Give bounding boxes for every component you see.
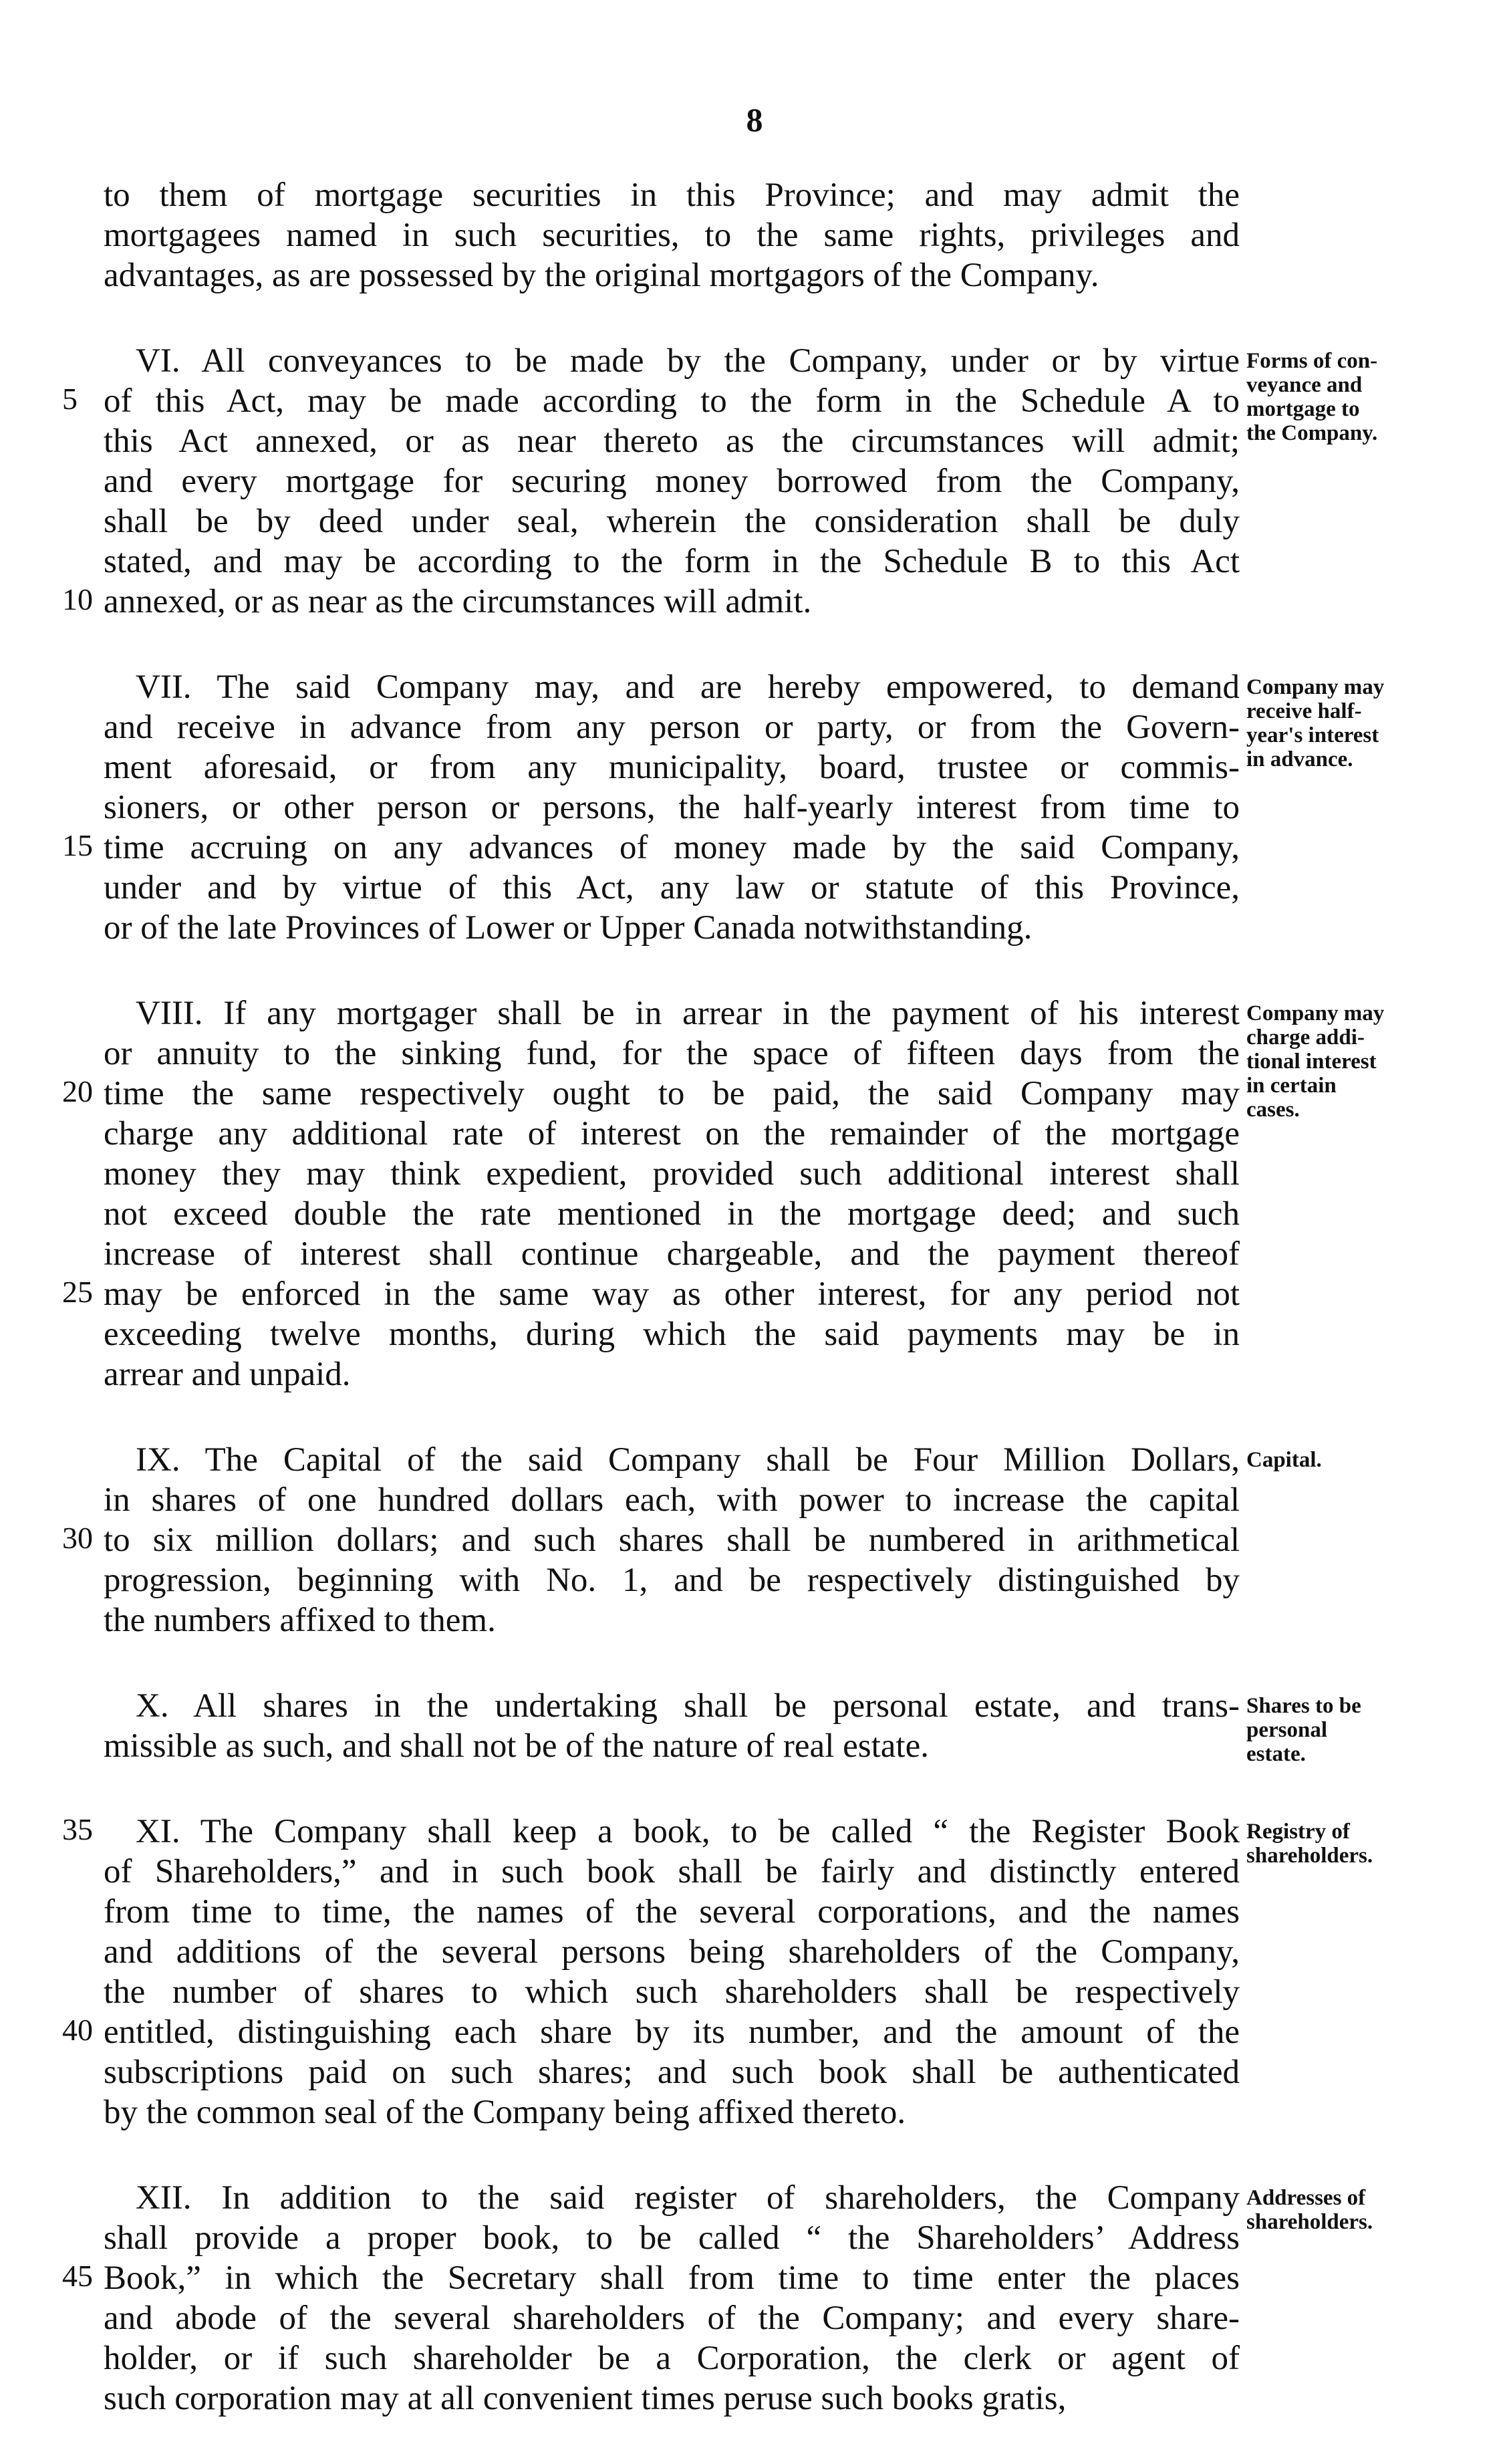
text-line: progression, beginning with No. 1, and be respectively distinguished by [104, 1562, 1240, 1599]
text-line: to them of mortgage securities in this Province; and may admit the [104, 176, 1240, 214]
marginal-note-line: Company may [1246, 1001, 1385, 1025]
text-line: shall be by deed under seal, wherein the consideration shall be duly [104, 503, 1240, 540]
marginal-note-line: tional interest [1246, 1050, 1377, 1074]
text-line-row [104, 461, 1240, 501]
paragraph [62, 993, 1240, 1394]
text-line-row [104, 908, 1240, 948]
line-number: 40 [62, 2013, 93, 2047]
line-number: 45 [62, 2259, 93, 2293]
text-line: the numbers affixed to them. [104, 1602, 496, 1639]
marginal-note-line: receive half- [1246, 699, 1362, 723]
line-number: 20 [62, 1074, 93, 1108]
text-line: entitled, distinguishing each share by its number, and the amount of the [104, 2013, 1240, 2051]
paragraph [62, 1812, 1240, 2132]
text-line-row [62, 1274, 1240, 1314]
marginal-note-line: veyance and [1246, 373, 1363, 397]
text-line: ment aforesaid, or from any municipality, board, trustee or commis- [104, 749, 1240, 786]
text-line-row [104, 1234, 1240, 1274]
text-line-row [62, 2258, 1240, 2298]
text-line-row [62, 381, 1240, 421]
text-line-row [104, 2178, 1240, 2218]
text-line: Book,” in which the Secretary shall from time to time enter the places [104, 2259, 1240, 2297]
text-line: or of the late Provinces of Lower or Upper Canada notwithstanding. [104, 909, 1033, 947]
text-line-row [104, 747, 1240, 787]
text-line-row [104, 2378, 1240, 2419]
text-line: in shares of one hundred dollars each, with power to increase the capital [104, 1481, 1240, 1519]
text-line: increase of interest shall continue chargeable, and the payment thereof [104, 1235, 1240, 1273]
text-line-row [104, 1686, 1240, 1726]
marginal-note-line: cases. [1246, 1098, 1300, 1122]
text-line-row [62, 1074, 1240, 1114]
marginal-note-line: personal [1246, 1718, 1328, 1742]
text-line-row [104, 1852, 1240, 1892]
text-line: XII. In addition to the said register of shareholders, the Company [136, 2179, 1240, 2217]
marginal-note-line: Company may [1246, 675, 1385, 699]
text-line-row [104, 2052, 1240, 2092]
marginal-note-line: in advance. [1246, 747, 1353, 771]
marginal-note-line: shareholders. [1246, 2210, 1373, 2234]
marginal-note-line: mortgage to [1246, 397, 1360, 421]
text-line-row [104, 1480, 1240, 1520]
text-line-row [104, 1892, 1240, 1932]
line-number: 25 [62, 1275, 93, 1309]
marginal-note-line: Shares to be [1246, 1694, 1361, 1718]
marginal-note [1246, 675, 1447, 771]
marginal-note-line: year's interest [1246, 723, 1379, 747]
text-line-row [104, 1033, 1240, 1074]
text-line: VI. All conveyances to be made by the Company, under or by virtue [136, 342, 1240, 380]
text-line: subscriptions paid on such shares; and such book shall be authenticated [104, 2054, 1240, 2091]
text-line: or annuity to the sinking fund, for the space of fifteen days from the [104, 1035, 1240, 1072]
text-line: of this Act, may be made according to the form in the Schedule A to [104, 382, 1240, 420]
text-line: holder, or if such shareholder be a Corporation, the clerk or agent of [104, 2340, 1240, 2377]
text-line: to six million dollars; and such shares shall be numbered in arithmetical [104, 1521, 1240, 1559]
text-line-row [104, 2092, 1240, 2132]
text-line: the number of shares to which such shareholders shall be respectively [104, 1973, 1240, 2011]
text-line: annexed, or as near as the circumstances will admit. [104, 583, 812, 620]
text-line-row [104, 175, 1240, 215]
marginal-note-line: in certain [1246, 1074, 1337, 1098]
body-text [62, 175, 1240, 2464]
marginal-note-line: the Company. [1246, 421, 1378, 445]
text-line: VII. The said Company may, and are hereby empowered, to demand [136, 668, 1240, 706]
text-line-row [104, 1972, 1240, 2012]
text-line: shall provide a proper book, to be called “ the Shareholders’ Address [104, 2219, 1240, 2257]
marginal-note-line: Capital. [1246, 1448, 1322, 1472]
text-line: and abode of the several shareholders of the Company; and every share- [104, 2300, 1240, 2337]
paragraph [104, 175, 1240, 295]
text-line-row [104, 2218, 1240, 2258]
text-line: such corporation may at all convenient times peruse such books gratis, [104, 2380, 1067, 2417]
text-line: of Shareholders,” and in such book shall be fairly and distinctly entered [104, 1853, 1240, 1890]
text-line-row [62, 582, 1240, 622]
text-line-row [104, 993, 1240, 1033]
text-line-row [104, 1726, 1240, 1766]
text-line: charge any additional rate of interest on the remainder of the mortgage [104, 1115, 1240, 1152]
text-line-row [104, 1440, 1240, 1480]
text-line-row [104, 255, 1240, 295]
text-line: exceeding twelve months, during which the said payments may be in [104, 1316, 1240, 1353]
text-line-row [104, 341, 1240, 381]
marginal-note-line: Addresses of [1246, 2186, 1366, 2210]
text-line: XI. The Company shall keep a book, to be called “ the Register Book [136, 1813, 1240, 1850]
text-line: time accruing on any advances of money made by the said Company, [104, 829, 1240, 866]
text-line-row [104, 1154, 1240, 1194]
marginal-note [1246, 1694, 1447, 1766]
text-line-row [104, 215, 1240, 255]
text-line: mortgagees named in such securities, to the same rights, privileges and [104, 217, 1240, 254]
text-line-row [62, 2012, 1240, 2052]
text-line: may be enforced in the same way as other interest, for any period not [104, 1275, 1240, 1313]
paragraph [62, 2178, 1240, 2419]
text-line-row [104, 1560, 1240, 1600]
paragraph [104, 1686, 1240, 1766]
line-number: 35 [62, 1812, 93, 1846]
marginal-note [1246, 1448, 1447, 1472]
text-line-row [104, 1932, 1240, 1972]
text-line: and every mortgage for securing money borrowed from the Company, [104, 463, 1240, 500]
marginal-note [1246, 1001, 1447, 1122]
text-line-row [62, 1520, 1240, 1560]
text-line: by the common seal of the Company being affixed thereto. [104, 2094, 906, 2131]
text-line-row [104, 541, 1240, 582]
text-line: sioners, or other person or persons, the half-yearly interest from time to [104, 789, 1240, 826]
paragraph [62, 1440, 1240, 1640]
text-line: from time to time, the names of the several corporations, and the names [104, 1893, 1240, 1931]
text-line-row [104, 667, 1240, 707]
text-line-row [104, 421, 1240, 461]
paragraph [62, 667, 1240, 948]
line-number: 5 [62, 382, 78, 416]
text-line-row [104, 1114, 1240, 1154]
text-line: arrear and unpaid. [104, 1356, 351, 1393]
marginal-note [1246, 349, 1447, 445]
marginal-note [1246, 2186, 1447, 2234]
text-line: and additions of the several persons being shareholders of the Company, [104, 1933, 1240, 1971]
text-line: advantages, as are possessed by the original mortgagors of the Company. [104, 257, 1099, 294]
text-line: time the same respectively ought to be paid, the said Company may [104, 1075, 1240, 1112]
text-line: X. All shares in the undertaking shall be personal estate, and trans- [136, 1687, 1240, 1725]
text-line: not exceed double the rate mentioned in the mortgage deed; and such [104, 1195, 1240, 1233]
text-line-row [104, 1314, 1240, 1354]
line-number: 30 [62, 1521, 93, 1555]
text-line-row [104, 868, 1240, 908]
text-line-row [104, 2298, 1240, 2338]
text-line-row [104, 1600, 1240, 1640]
text-line-row [104, 2338, 1240, 2378]
line-number: 10 [62, 582, 93, 616]
line-number: 15 [62, 828, 93, 862]
marginal-note-line: Forms of con- [1246, 349, 1378, 373]
marginal-note-line: charge addi- [1246, 1025, 1365, 1050]
text-line-row [104, 787, 1240, 828]
marginal-note [1246, 1820, 1447, 1868]
text-line: IX. The Capital of the said Company shall be Four Million Dollars, [136, 1441, 1240, 1479]
text-line: under and by virtue of this Act, any law or statute of this Province, [104, 869, 1240, 906]
text-line-row [104, 1354, 1240, 1394]
text-line: and receive in advance from any person or party, or from the Govern- [104, 709, 1240, 746]
text-line: this Act annexed, or as near thereto as the circumstances will admit; [104, 422, 1240, 460]
page-number: 8 [746, 101, 763, 138]
marginal-note-line: Registry of [1246, 1820, 1350, 1844]
text-line: money they may think expedient, provided such additional interest shall [104, 1155, 1240, 1193]
marginal-note-line: estate. [1246, 1742, 1306, 1766]
marginal-note-line: shareholders. [1246, 1844, 1373, 1868]
text-line: VIII. If any mortgager shall be in arrear in the payment of his interest [136, 995, 1240, 1032]
text-line-row [62, 1812, 1240, 1852]
text-line-row [104, 501, 1240, 541]
paragraph [62, 341, 1240, 622]
text-line-row [104, 1194, 1240, 1234]
text-line-row [104, 707, 1240, 747]
text-line-row [62, 828, 1240, 868]
text-line: stated, and may be according to the form in the Schedule B to this Act [104, 543, 1240, 580]
text-line: missible as such, and shall not be of the nature of real estate. [104, 1727, 929, 1765]
